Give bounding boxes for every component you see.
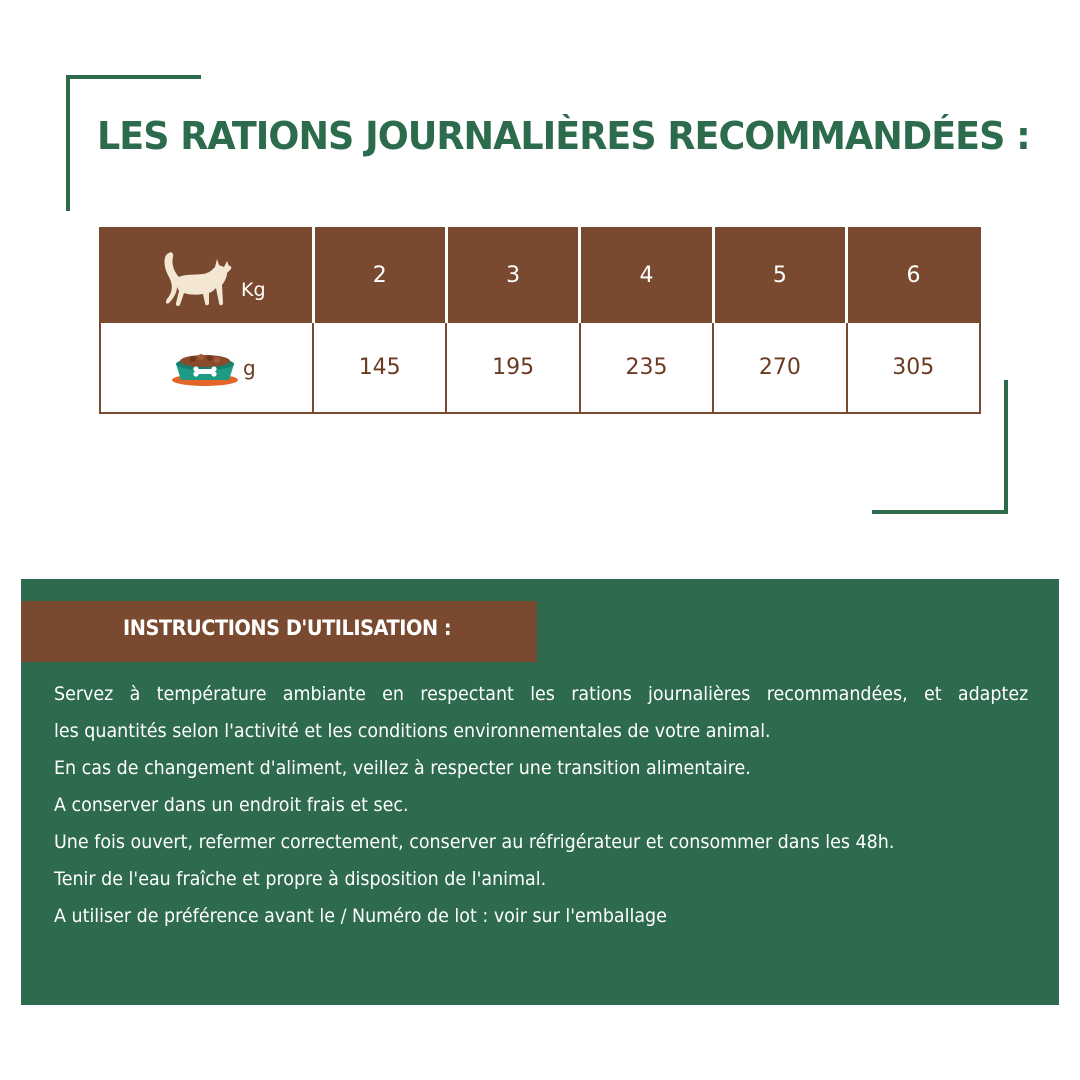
instruction-line: Servez à température ambiante en respectant les rations journalières recommandées, et adaptez <box>54 683 1029 705</box>
weight-cell: 2 <box>313 228 446 322</box>
weight-cell: 3 <box>446 228 579 322</box>
decor-corner-bottom-right-vertical <box>1004 380 1008 514</box>
instructions-title: INSTRUCTIONS D'UTILISATION : <box>123 616 452 640</box>
portion-cell: 305 <box>847 322 980 413</box>
weight-label-cell <box>100 228 313 322</box>
instruction-line: les quantités selon l'activité et les conditions environnementales de votre animal. <box>54 720 771 742</box>
instruction-line: A utiliser de préférence avant le / Numéro de lot : voir sur l'emballage <box>54 905 667 927</box>
rations-weight-row <box>100 228 980 322</box>
instruction-line: Une fois ouvert, refermer correctement, conserver au réfrigérateur et consommer dans les 48h. <box>54 831 895 853</box>
instructions-body <box>54 676 1029 935</box>
decor-corner-bottom-right-horizontal <box>872 510 1008 514</box>
rations-table <box>99 227 981 414</box>
cat-icon <box>159 247 235 315</box>
weight-cell: 4 <box>580 228 713 322</box>
weight-unit-label: Kg <box>241 279 266 301</box>
portion-unit-label: g <box>243 356 256 380</box>
page-title: LES RATIONS JOURNALIÈRES RECOMMANDÉES : <box>97 114 1030 158</box>
instruction-line: En cas de changement d'aliment, veillez à respecter une transition alimentaire. <box>54 757 751 779</box>
weight-cell: 5 <box>713 228 846 322</box>
weight-cell: 6 <box>847 228 980 322</box>
portion-cell: 195 <box>446 322 579 413</box>
decor-corner-top-left-vertical <box>66 75 70 211</box>
portion-label-cell <box>100 322 313 413</box>
portion-cell: 235 <box>580 322 713 413</box>
decor-corner-top-left-horizontal <box>66 75 201 79</box>
rations-portion-row <box>100 322 980 413</box>
instruction-line: Tenir de l'eau fraîche et propre à disposition de l'animal. <box>54 868 547 890</box>
portion-cell: 145 <box>313 322 446 413</box>
food-bowl-icon <box>171 350 239 392</box>
instruction-line: A conserver dans un endroit frais et sec. <box>54 794 409 816</box>
portion-cell: 270 <box>713 322 846 413</box>
